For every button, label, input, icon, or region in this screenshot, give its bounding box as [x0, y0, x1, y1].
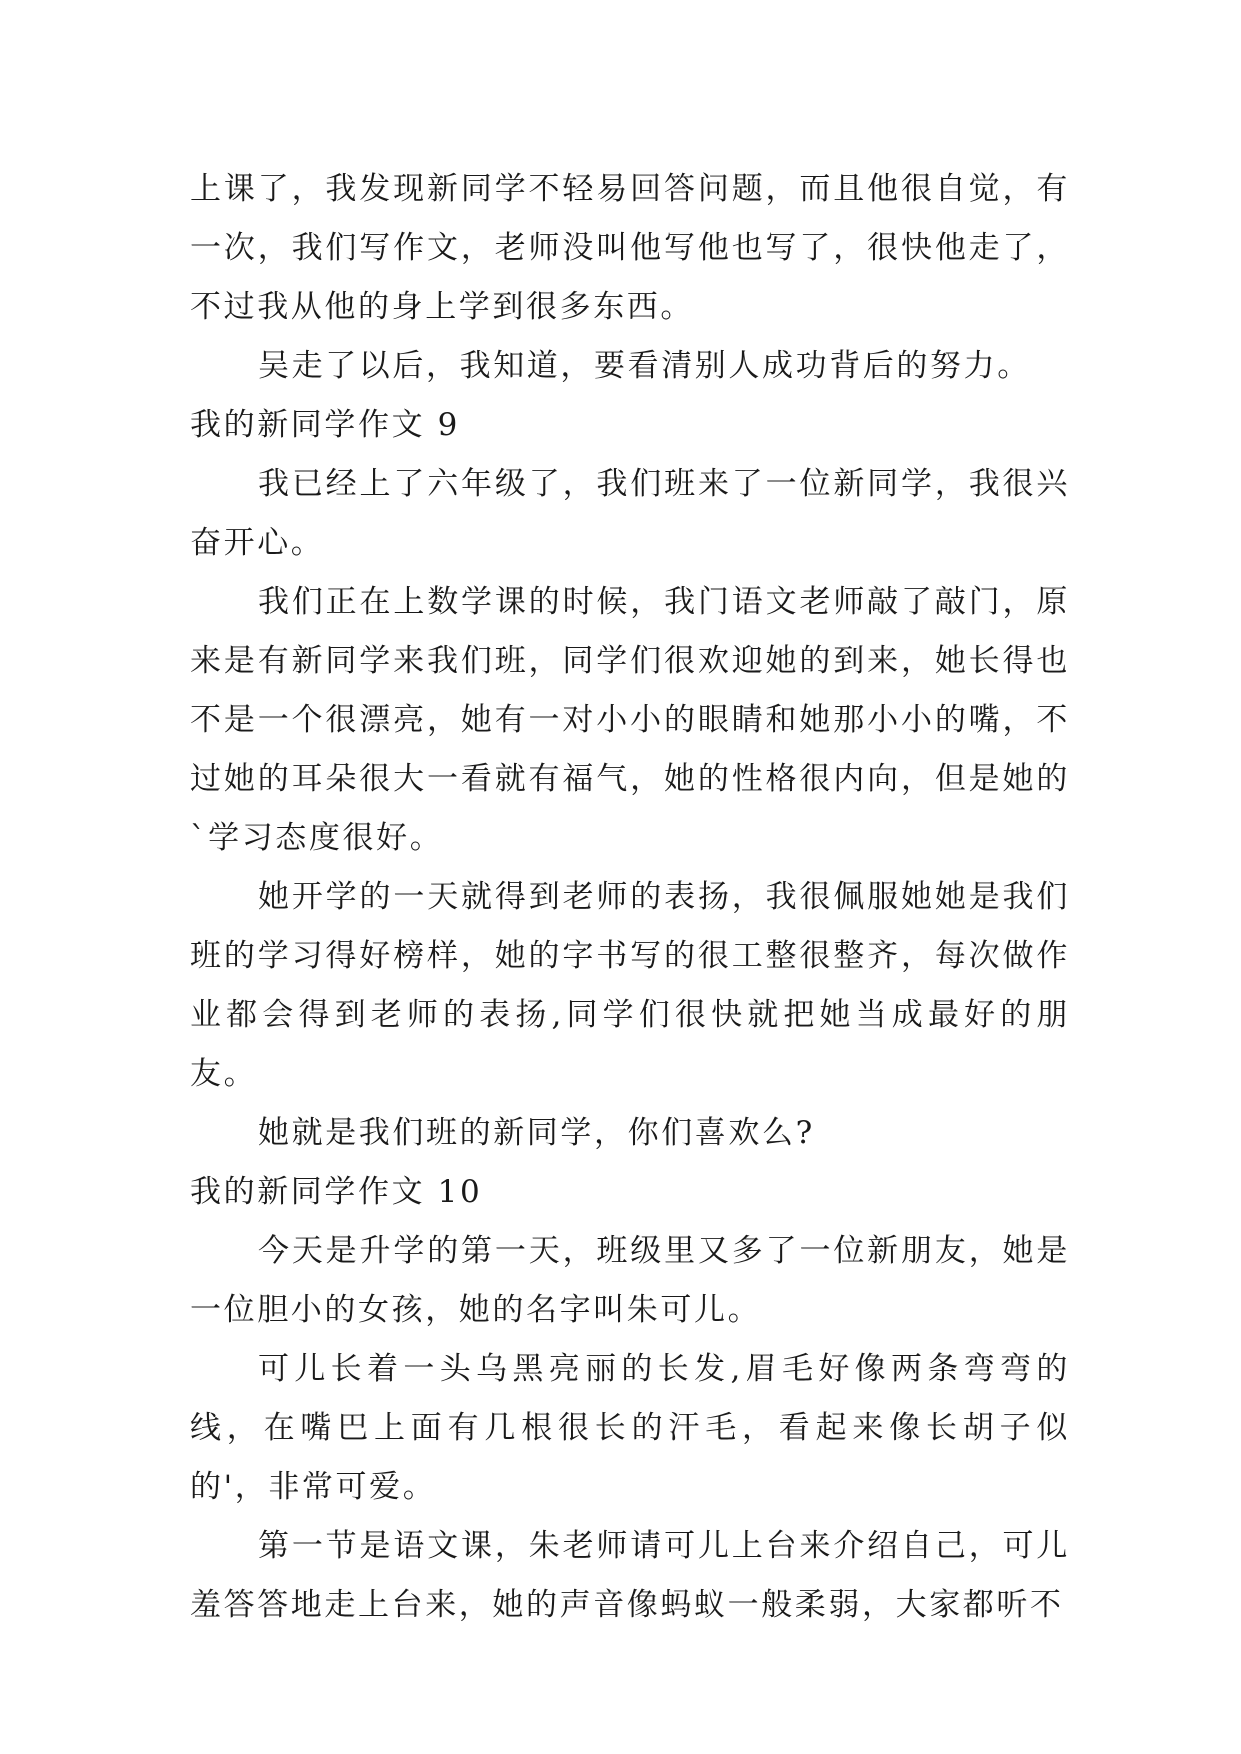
paragraph: 今天是升学的第一天，班级里又多了一位新朋友，她是一位胆小的女孩，她的名字叫朱可儿。 [190, 1233, 1070, 1328]
paragraph: 她开学的一天就得到老师的表扬，我很佩服她她是我们班的学习得好榜样，她的字书写的很工整很整齐，每次做作业都会得到老师的表扬,同学们很快就把她当成最好的朋友。 [190, 879, 1070, 1092]
paragraph: 她就是我们班的新同学，你们喜欢么? [258, 1115, 815, 1151]
section-heading: 我的新同学作文 10 [190, 1174, 483, 1210]
paragraph: 第一节是语文课，朱老师请可儿上台来介绍自己，可儿羞答答地走上台来，她的声音像蚂蚁一般柔弱，大家都听不 [190, 1528, 1070, 1623]
paragraph: 上课了，我发现新同学不轻易回答问题，而且他很自觉，有一次，我们写作文，老师没叫他写他也写了，很快他走了，不过我从他的身上学到很多东西。 [190, 171, 1070, 325]
paragraph: 我已经上了六年级了，我们班来了一位新同学，我很兴奋开心。 [190, 466, 1070, 561]
paragraph: 吴走了以后，我知道，要看清别人成功背后的努力。 [258, 348, 1031, 384]
paragraph: 我们正在上数学课的时候，我门语文老师敲了敲门，原来是有新同学来我们班，同学们很欢迎她的到来，她长得也不是一个很漂亮，她有一对小小的眼睛和她那小小的嘴，不过她的耳朵很大一看就有福气，她的性格很内向，但是她的`学习态度很好。 [190, 584, 1070, 856]
section-heading: 我的新同学作文 9 [190, 407, 460, 443]
document-body [190, 160, 1070, 1635]
paragraph: 可儿长着一头乌黑亮丽的长发,眉毛好像两条弯弯的线，在嘴巴上面有几根很长的汗毛，看起来像长胡子似的'，非常可爱。 [190, 1351, 1070, 1505]
